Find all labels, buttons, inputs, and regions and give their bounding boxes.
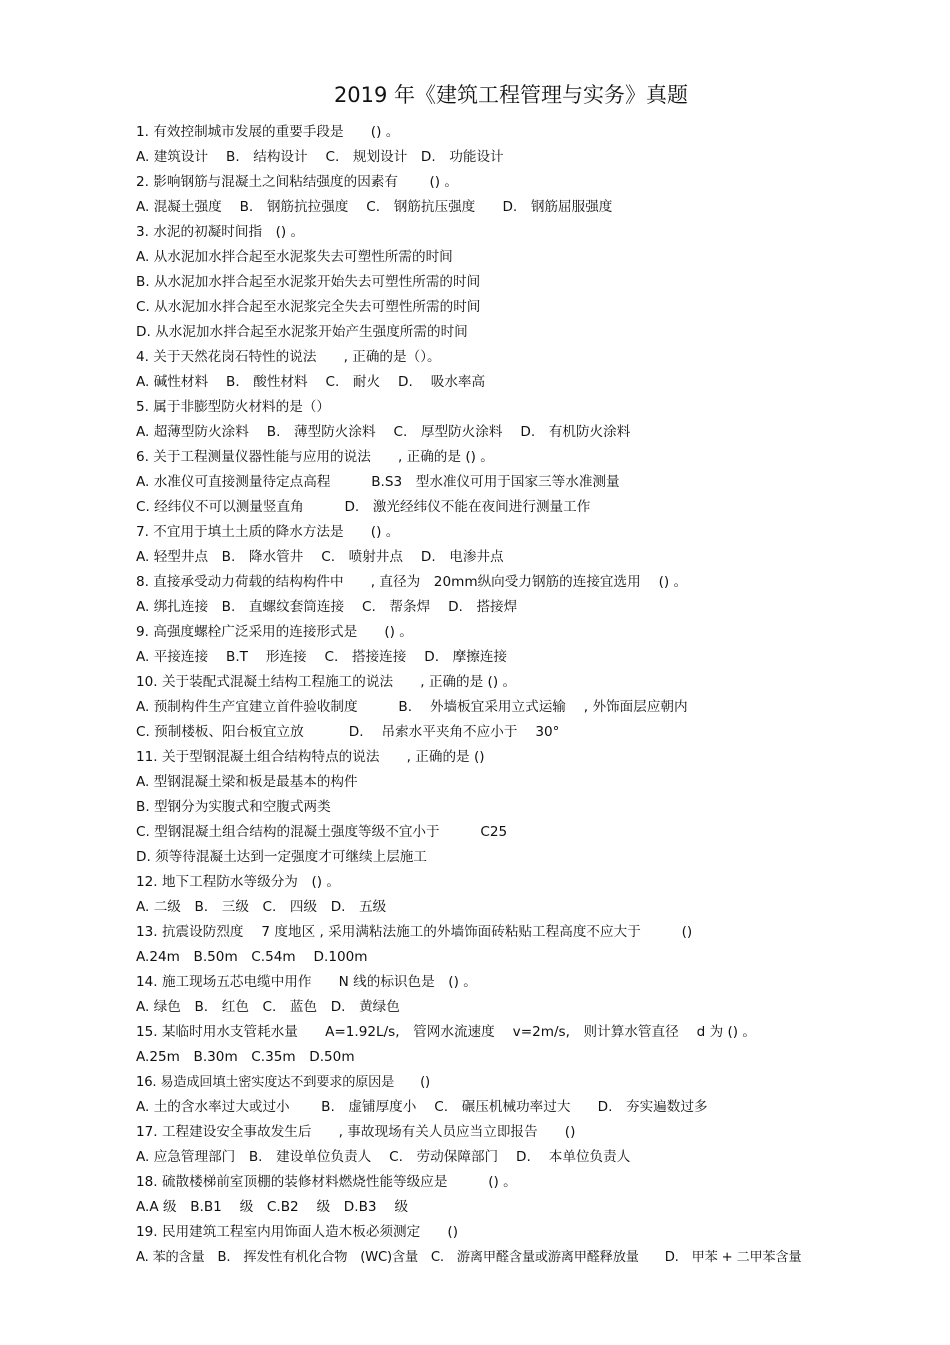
question-list — [136, 120, 936, 1270]
question-options: A. 碱性材料 B. 酸性材料 C. 耐火 D. 吸水率高 — [136, 374, 486, 390]
question-options: A. 轻型井点 B. 降水管井 C. 喷射井点 D. 电渗井点 — [136, 549, 504, 565]
question-options: A. 水准仪可直接测量待定点高程 B.S3 型水准仪可用于国家三等水准测量 — [136, 474, 620, 490]
question-stem: 4. 关于天然花岗石特性的说法 , 正确的是（）。 — [136, 349, 441, 365]
question-options: A. 从水泥加水拌合起至水泥浆失去可塑性所需的时间 — [136, 249, 453, 265]
question-options: B. 型钢分为实腹式和空腹式两类 — [136, 799, 331, 815]
question-stem: 13. 抗震设防烈度 7 度地区 , 采用满粘法施工的外墙饰面砖粘贴工程高度不应大于 () — [136, 924, 693, 940]
question-stem: 2. 影响钢筋与混凝土之间粘结强度的因素有 () 。 — [136, 174, 459, 190]
question-options: A. 绿色 B. 红色 C. 蓝色 D. 黄绿色 — [136, 999, 400, 1015]
question-stem: 17. 工程建设安全事故发生后 , 事故现场有关人员应当立即报告 () — [136, 1124, 576, 1140]
question-stem: 9. 高强度螺栓广泛采用的连接形式是 () 。 — [136, 624, 413, 640]
question-options: C. 经纬仪不可以测量竖直角 D. 激光经纬仪不能在夜间进行测量工作 — [136, 499, 591, 515]
question-options: A. 型钢混凝土梁和板是最基本的构件 — [136, 774, 358, 790]
question-stem: 19. 民用建筑工程室内用饰面人造木板必须测定 () — [136, 1224, 459, 1240]
question-stem: 6. 关于工程测量仪器性能与应用的说法 , 正确的是 () 。 — [136, 449, 494, 465]
question-options: A. 应急管理部门 B. 建设单位负责人 C. 劳动保障部门 D. 本单位负责人 — [136, 1149, 631, 1165]
question-stem: 16. 易造成回填土密实度达不到要求的原因是 () — [136, 1075, 431, 1090]
question-options: A. 混凝土强度 B. 钢筋抗拉强度 C. 钢筋抗压强度 D. 钢筋屈服强度 — [136, 199, 613, 215]
question-options: A. 超薄型防火涂料 B. 薄型防火涂料 C. 厚型防火涂料 D. 有机防火涂料 — [136, 424, 631, 440]
question-options: A. 苯的含量 B. 挥发性有机化合物 (WC)含量 C. 游离甲醛含量或游离甲醛释放量 D. 甲苯 + 二甲苯含量 — [136, 1250, 802, 1265]
question-stem: 10. 关于装配式混凝土结构工程施工的说法 , 正确的是 () 。 — [136, 674, 517, 690]
question-options: A.24m B.50m C.54m D.100m — [136, 949, 368, 965]
question-options: C. 预制楼板、阳台板宜立放 D. 吊索水平夹角不应小于 30° — [136, 724, 560, 740]
question-stem: 7. 不宜用于填土土质的降水方法是 () 。 — [136, 524, 400, 540]
question-options: C. 型钢混凝土组合结构的混凝土强度等级不宜小于 C25 — [136, 824, 508, 840]
question-options: A. 二级 B. 三级 C. 四级 D. 五级 — [136, 899, 387, 915]
question-options: A. 绑扎连接 B. 直螺纹套筒连接 C. 帮条焊 D. 搭接焊 — [136, 599, 518, 615]
question-options: D. 从水泥加水拌合起至水泥浆开始产生强度所需的时间 — [136, 324, 468, 340]
question-options: A. 土的含水率过大或过小 B. 虚铺厚度小 C. 碾压机械功率过大 D. 夯实遍数过多 — [136, 1099, 708, 1115]
question-stem: 1. 有效控制城市发展的重要手段是 () 。 — [136, 124, 400, 140]
question-options: C. 从水泥加水拌合起至水泥浆完全失去可塑性所需的时间 — [136, 299, 481, 315]
document-title: 2019 年《建筑工程管理与实务》真题 — [333, 83, 689, 107]
question-stem: 14. 施工现场五芯电缆中用作 N 线的标识色是 () 。 — [136, 974, 477, 990]
question-options: A. 建筑设计 B. 结构设计 C. 规划设计 D. 功能设计 — [136, 149, 504, 165]
question-options: A.A 级 B.B1 级 C.B2 级 D.B3 级 — [136, 1199, 409, 1215]
question-stem: 5. 属于非膨型防火材料的是（） — [136, 399, 331, 415]
question-stem: 18. 硫散楼梯前室顶棚的装修材料燃烧性能等级应是 () 。 — [136, 1174, 517, 1190]
question-options: B. 从水泥加水拌合起至水泥浆开始失去可塑性所需的时间 — [136, 274, 481, 290]
question-stem: 3. 水泥的初凝时间指 () 。 — [136, 224, 305, 240]
question-stem: 11. 关于型钢混凝土组合结构特点的说法 , 正确的是 () — [136, 749, 485, 765]
question-stem: 12. 地下工程防水等级分为 () 。 — [136, 874, 340, 890]
question-options: A. 预制构件生产宜建立首件验收制度 B. 外墙板宜采用立式运输 , 外饰面层应朝内 — [136, 699, 688, 715]
question-options: A. 平接连接 B.T 形连接 C. 搭接连接 D. 摩擦连接 — [136, 649, 508, 665]
question-stem: 8. 直接承受动力荷载的结构构件中 , 直径为 20mm纵向受力钢筋的连接宜选用 () 。 — [136, 574, 688, 590]
question-stem: 15. 某临时用水支管耗水量 A=1.92L/s, 管网水流速度 v=2m/s, 则计算水管直径 d 为 () 。 — [136, 1024, 757, 1040]
question-options: A.25m B.30m C.35m D.50m — [136, 1049, 355, 1065]
question-options: D. 须等待混凝土达到一定强度才可继续上层施工 — [136, 849, 427, 865]
